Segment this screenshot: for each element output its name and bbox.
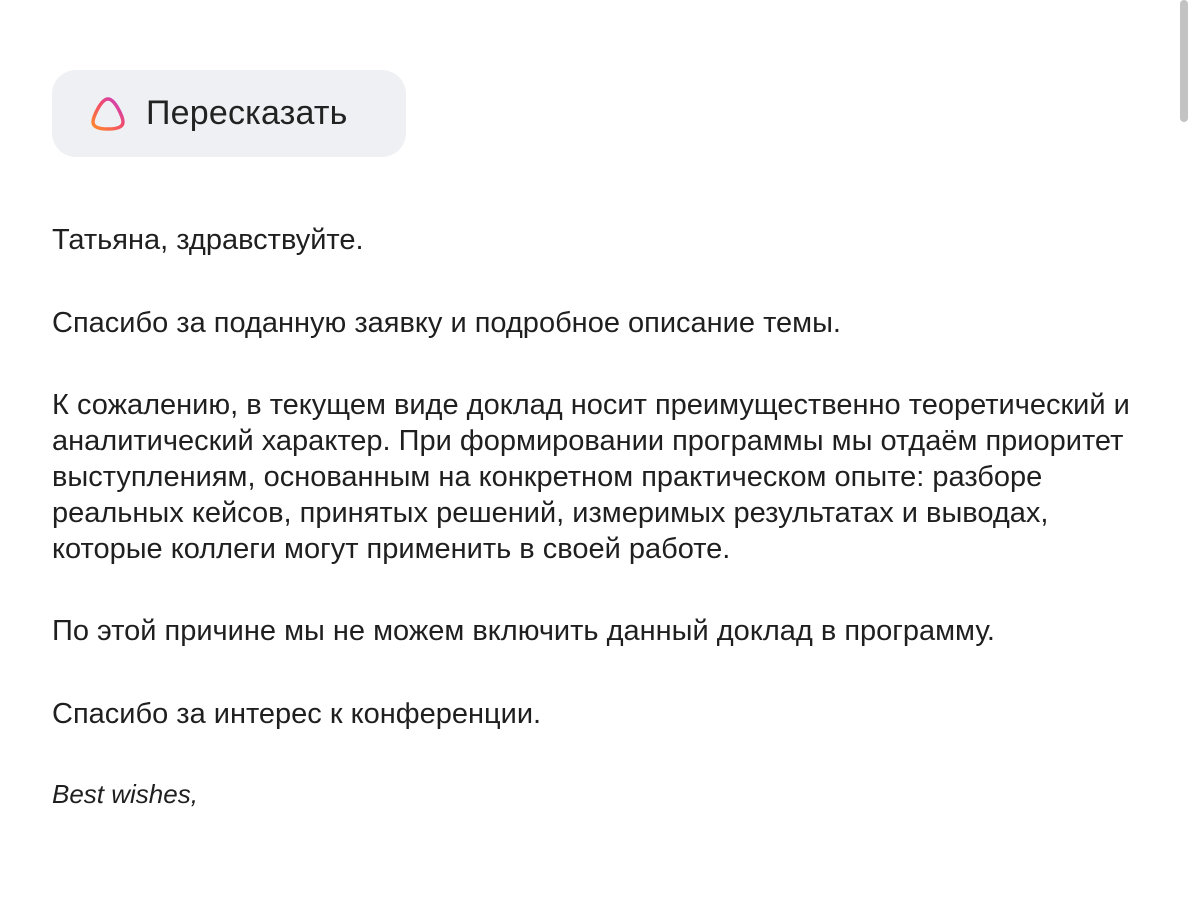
email-body	[52, 222, 1162, 812]
retell-button[interactable]	[52, 70, 406, 157]
email-regret: К сожалению, в текущем виде доклад носит преимущественно теоретический и аналитический характер. При формировании программы мы отдаём приоритет выступлениям, основанным на конкретном практическом опыте: разборе реальных кейсов, принятых решений, измеримых результатах и выводах, которые коллеги могут применить в своей работе.	[52, 389, 1130, 565]
retell-label: Пересказать	[146, 94, 348, 132]
alice-icon	[88, 94, 128, 134]
email-greeting: Татьяна, здравствуйте.	[52, 224, 364, 256]
email-reason: По этой причине мы не можем включить данный доклад в программу.	[52, 615, 995, 647]
email-thanks: Спасибо за поданную заявку и подробное описание темы.	[52, 307, 841, 339]
email-interest: Спасибо за интерес к конференции.	[52, 698, 542, 730]
email-signoff: Best wishes,	[52, 779, 198, 809]
scrollbar[interactable]	[1180, 0, 1188, 900]
scrollbar-thumb[interactable]	[1180, 0, 1188, 122]
